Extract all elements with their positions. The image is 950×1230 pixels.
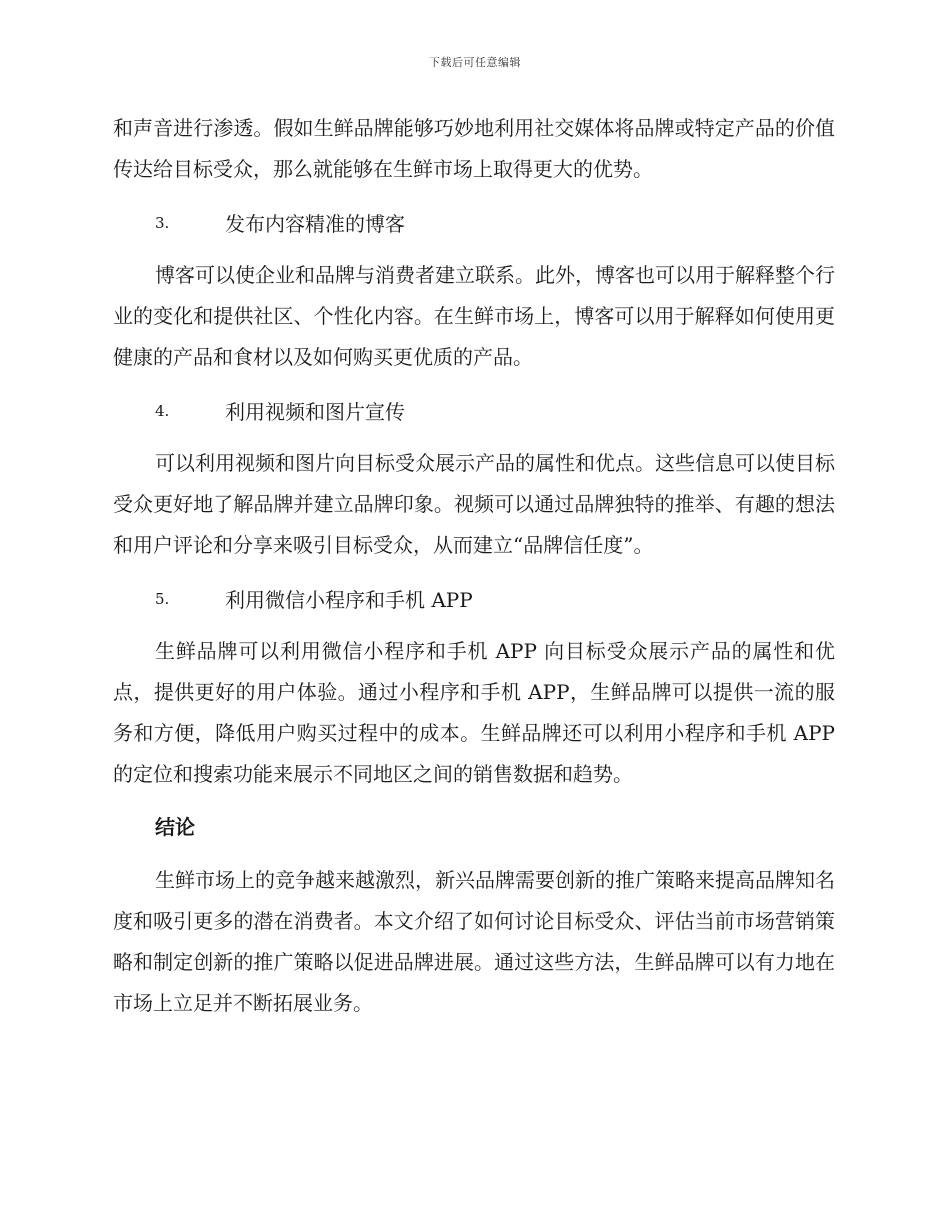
list-item-number: 3. [155,213,170,232]
list-item-title: 利用微信小程序和手机 APP [225,588,473,612]
list-item-heading-5 [113,578,835,619]
video-paragraph: 可以利用视频和图片向目标受众展示产品的属性和优点。这些信息可以使目标受众更好地了解品牌并建立品牌印象。视频可以通过品牌独特的推举、有趣的想法和用户评论和分享来吸引目标受众，从而建立“品牌信任度”。 [113,451,835,557]
list-item-title: 发布内容精准的博客 [225,212,405,236]
list-item-number: 4. [155,401,170,420]
page-header: 下载后可任意编辑 [429,56,521,69]
app-paragraph: 生鲜品牌可以利用微信小程序和手机 APP 向目标受众展示产品的属性和优点，提供更好的用户体验。通过小程序和手机 APP，生鲜品牌可以提供一流的服务和方便，降低用户购买过程中的成本。生鲜品牌还可以利用小程序和手机 APP 的定位和搜索功能来展示不同地区之间的销售数据和趋势。 [113,639,835,786]
conclusion-heading: 结论 [155,815,195,839]
intro-paragraph: 和声音进行渗透。假如生鲜品牌能够巧妙地利用社交媒体将品牌或特定产品的价值传达给目标受众，那么就能够在生鲜市场上取得更大的优势。 [113,116,835,181]
list-item-heading-4 [113,390,835,431]
document-body [113,108,835,1036]
conclusion-paragraph: 生鲜市场上的竞争越来越激烈，新兴品牌需要创新的推广策略来提高品牌知名度和吸引更多的潜在消费者。本文介绍了如何讨论目标受众、评估当前市场营销策略和制定创新的推广策略以促进品牌进展。通过这些方法，生鲜品牌可以有力地在市场上立足并不断拓展业务。 [113,868,835,1015]
blog-paragraph: 博客可以使企业和品牌与消费者建立联系。此外，博客也可以用于解释整个行业的变化和提供社区、个性化内容。在生鲜市场上，博客可以用于解释如何使用更健康的产品和食材以及如何购买更优质的产品。 [113,263,835,369]
list-item-number: 5. [155,589,170,608]
list-item-heading-3 [113,202,835,243]
list-item-title: 利用视频和图片宣传 [225,400,405,424]
